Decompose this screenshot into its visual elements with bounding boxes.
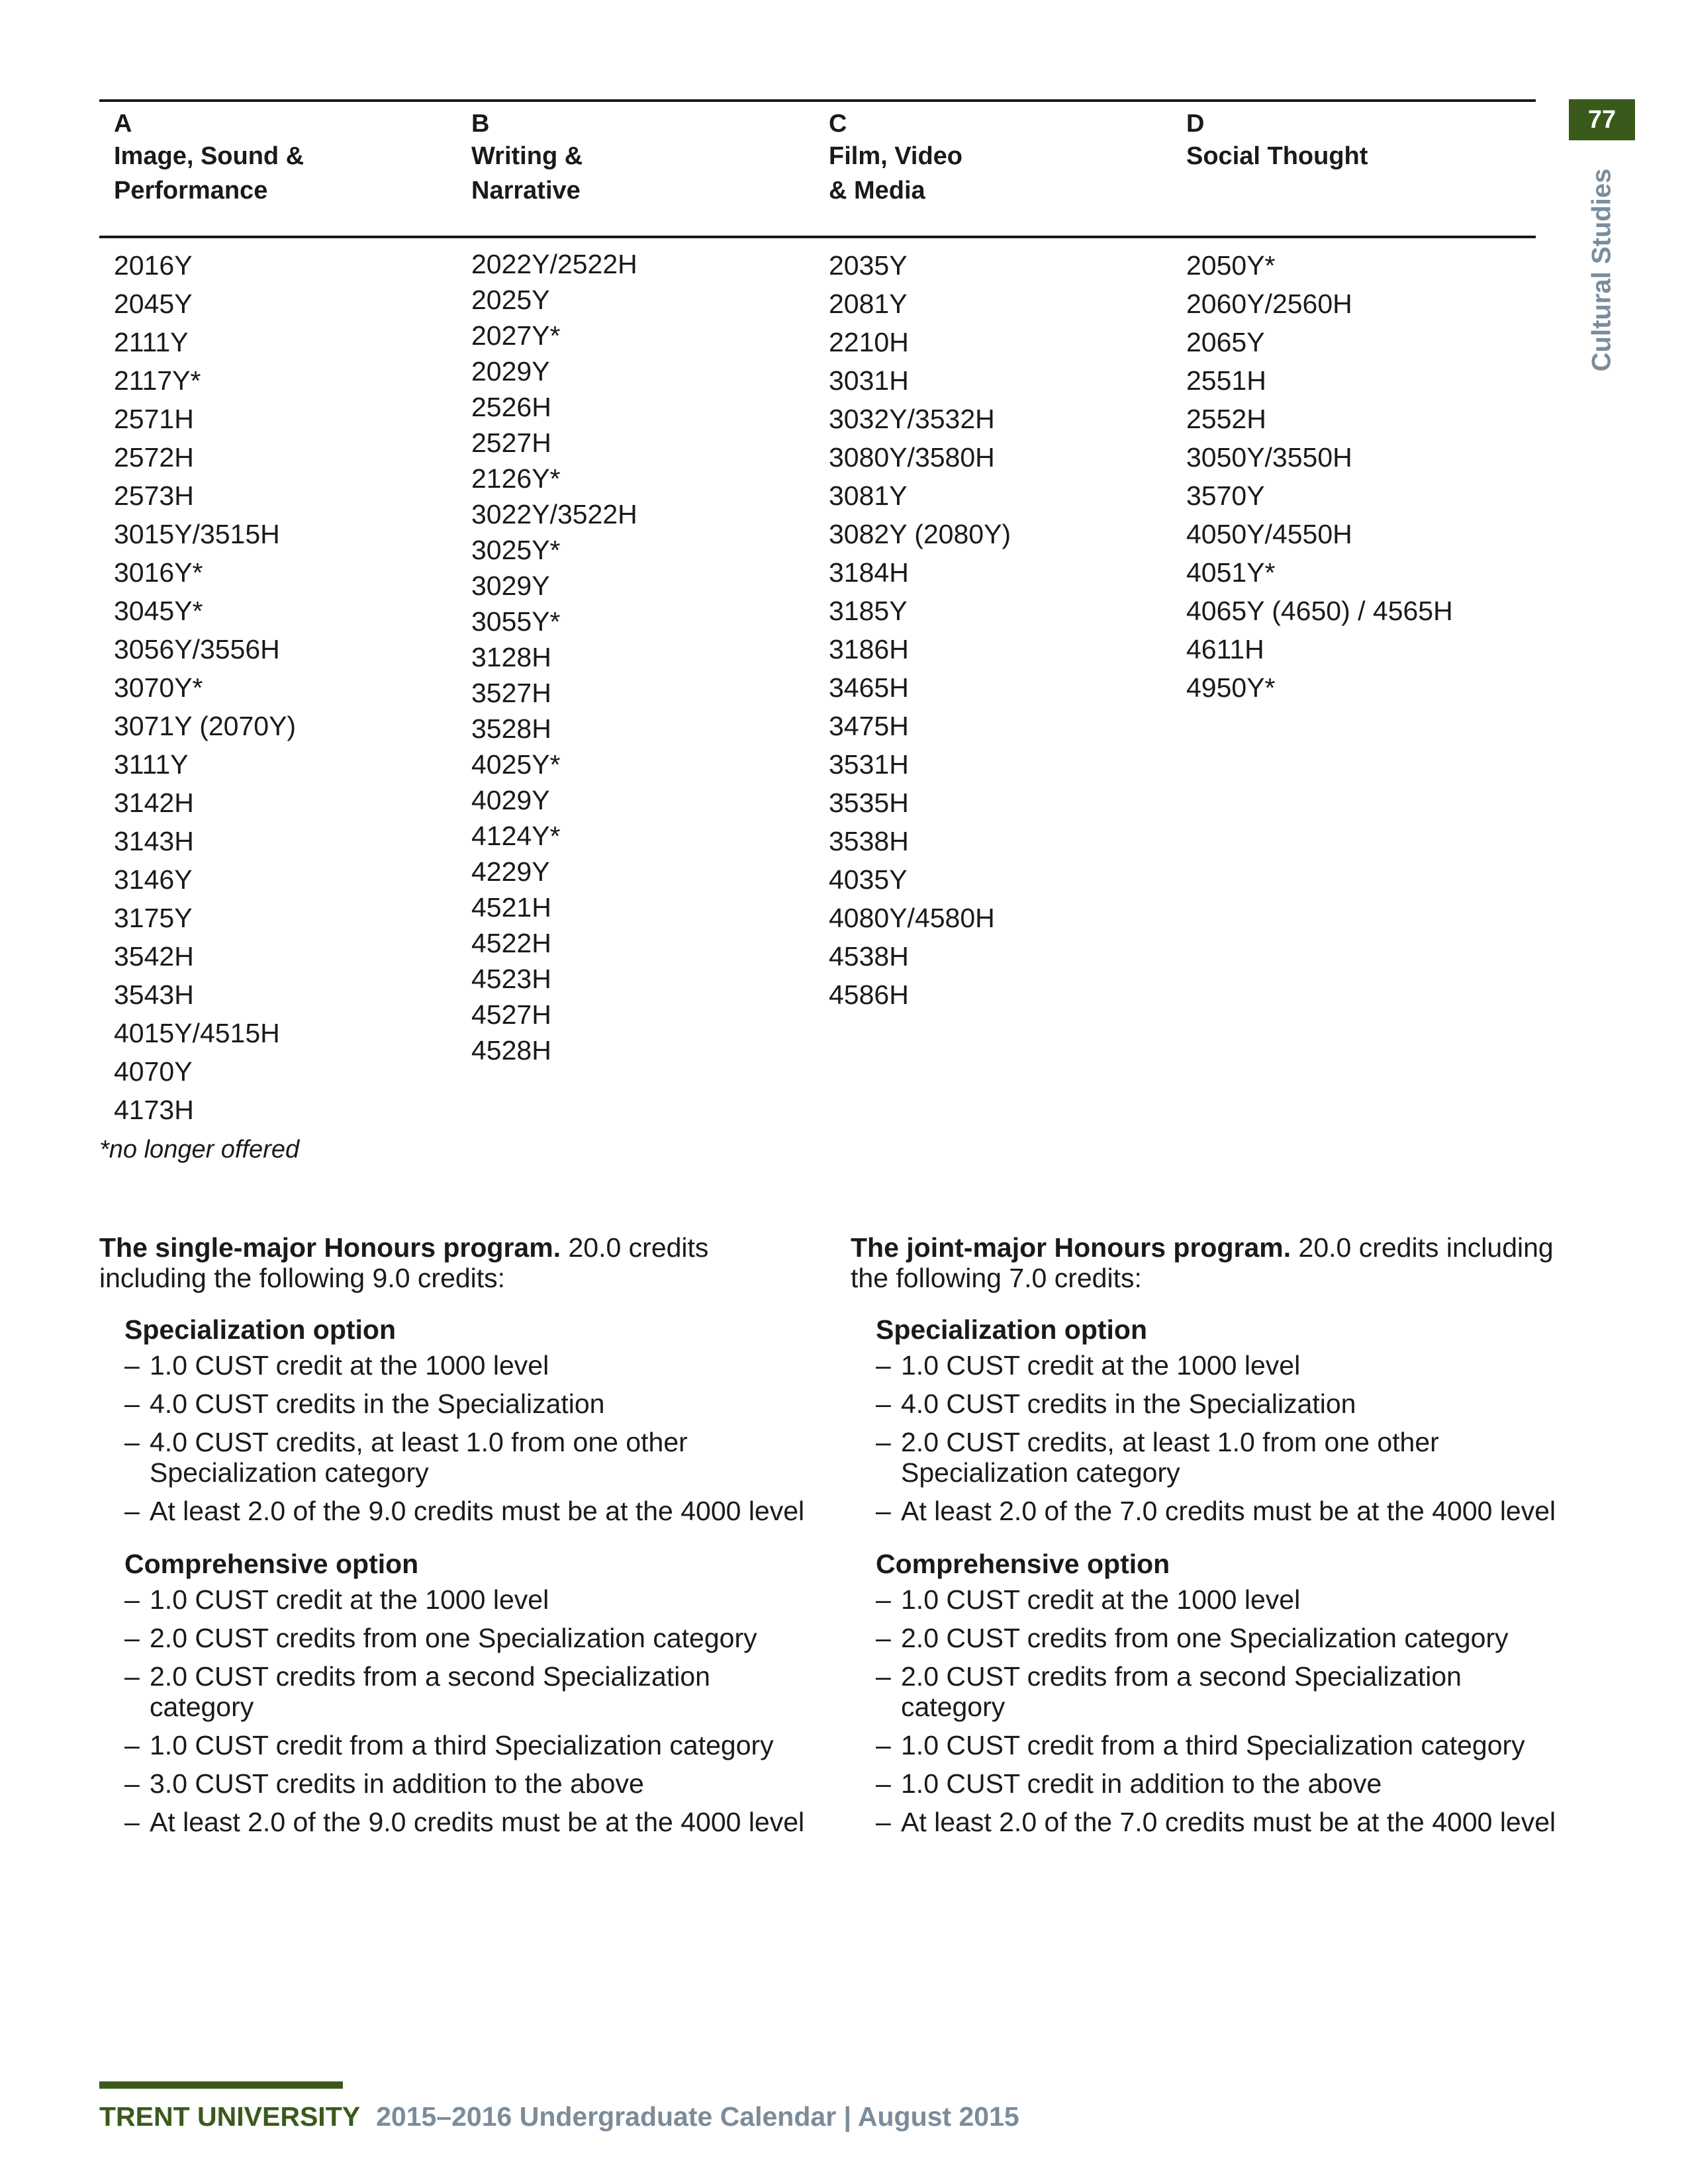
course-list xyxy=(471,246,637,1068)
requirement-text: 4.0 CUST credits in the Specialization xyxy=(901,1388,1356,1419)
course-code: 3082Y (2080Y) xyxy=(829,519,1011,549)
joint-major-program xyxy=(851,1232,1566,1845)
option-title: Specialization option xyxy=(124,1314,397,1345)
dash-bullet: – xyxy=(876,1388,891,1419)
option-title: Specialization option xyxy=(876,1314,1148,1345)
requirement-item xyxy=(124,1768,814,1799)
course-code: 4029Y xyxy=(471,785,550,815)
course-code: 3175Y xyxy=(114,903,193,933)
course-code: 2527H xyxy=(471,428,551,458)
requirement-text: 2.0 CUST credits from a second Specialization category xyxy=(901,1661,1462,1722)
course-code: 3528H xyxy=(471,713,551,744)
course-code: 3146Y xyxy=(114,864,193,895)
footer-university: TRENT UNIVERSITY xyxy=(99,2101,361,2132)
column-heading-line: Performance xyxy=(114,177,268,205)
requirement-item xyxy=(876,1807,1566,1837)
table-header-rule xyxy=(99,236,1536,238)
column-letter: C xyxy=(829,110,847,138)
requirement-text: At least 2.0 of the 7.0 credits must be at the 4000 level xyxy=(901,1807,1556,1837)
requirement-item xyxy=(124,1350,814,1381)
dash-bullet: – xyxy=(876,1350,891,1381)
column-heading xyxy=(1186,139,1504,173)
course-code: 2065Y xyxy=(1186,327,1265,357)
course-code: 4229Y xyxy=(471,856,550,887)
requirement-item xyxy=(124,1496,814,1526)
dash-bullet: – xyxy=(124,1350,140,1381)
requirement-item xyxy=(876,1427,1566,1488)
dash-bullet: – xyxy=(124,1730,140,1760)
course-code: 3542H xyxy=(114,941,194,972)
course-code: 3143H xyxy=(114,826,194,856)
program-title: The single-major Honours program. xyxy=(99,1232,561,1263)
option-title: Comprehensive option xyxy=(876,1549,1170,1579)
course-code: 4070Y xyxy=(114,1056,193,1087)
course-code: 2571H xyxy=(114,404,194,434)
requirement-text: 1.0 CUST credit at the 1000 level xyxy=(901,1350,1301,1381)
requirement-text: 3.0 CUST credits in addition to the above xyxy=(150,1768,644,1799)
column-heading xyxy=(114,139,432,208)
dash-bullet: – xyxy=(876,1584,891,1615)
course-code: 3029Y xyxy=(471,570,550,601)
course-list xyxy=(829,246,1011,1014)
dash-bullet: – xyxy=(124,1768,140,1799)
course-code: 4015Y/4515H xyxy=(114,1018,280,1048)
dash-bullet: – xyxy=(876,1496,891,1526)
course-code: 4522H xyxy=(471,928,551,958)
requirement-text: At least 2.0 of the 7.0 credits must be at the 4000 level xyxy=(901,1496,1556,1526)
column-heading-line: Image, Sound & xyxy=(114,142,305,170)
course-code: 4051Y* xyxy=(1186,557,1276,588)
requirement-item xyxy=(876,1388,1566,1419)
requirement-item xyxy=(876,1350,1566,1381)
course-code: 4035Y xyxy=(829,864,908,895)
course-code: 3111Y xyxy=(114,749,189,780)
requirement-text: 1.0 CUST credit at the 1000 level xyxy=(150,1584,549,1615)
course-code: 4124Y* xyxy=(471,821,561,851)
course-code: 4950Y* xyxy=(1186,672,1276,703)
course-code: 4523H xyxy=(471,964,551,994)
course-code: 2117Y* xyxy=(114,365,201,396)
requirement-text: 2.0 CUST credits from one Specialization category xyxy=(150,1623,757,1653)
requirement-text: 1.0 CUST credit from a third Specialization category xyxy=(901,1730,1525,1760)
course-code: 3184H xyxy=(829,557,909,588)
course-code: 3070Y* xyxy=(114,672,203,703)
table-footnote: *no longer offered xyxy=(99,1136,300,1163)
page-number: 77 xyxy=(1569,99,1635,140)
option-title: Comprehensive option xyxy=(124,1549,419,1579)
comprehensive-option xyxy=(124,1547,814,1837)
course-code: 3015Y/3515H xyxy=(114,519,280,549)
dash-bullet: – xyxy=(124,1584,140,1615)
course-code: 3022Y/3522H xyxy=(471,499,637,529)
requirement-item xyxy=(124,1661,814,1722)
course-code: 2111Y xyxy=(114,327,189,357)
footer-calendar: 2015–2016 Undergraduate Calendar | August 2015 xyxy=(376,2101,1019,2132)
column-letter: D xyxy=(1186,110,1205,138)
course-code: 3543H xyxy=(114,979,194,1010)
column-heading-line: Social Thought xyxy=(1186,142,1368,170)
course-code: 3535H xyxy=(829,788,909,818)
course-code: 3475H xyxy=(829,711,909,741)
program-intro xyxy=(99,1232,814,1293)
requirement-item xyxy=(876,1730,1566,1760)
requirement-item xyxy=(876,1584,1566,1615)
course-code: 3570Y xyxy=(1186,480,1265,511)
course-code: 2027Y* xyxy=(471,320,561,351)
dash-bullet: – xyxy=(876,1661,891,1692)
requirement-text: 1.0 CUST credit at the 1000 level xyxy=(150,1350,549,1381)
column-letter: A xyxy=(114,110,132,138)
program-intro-text: 20.0 credits including the following 9.0 credits: xyxy=(99,1232,709,1293)
course-code: 3045Y* xyxy=(114,596,203,626)
column-letter: B xyxy=(471,110,490,138)
requirement-text: 4.0 CUST credits, at least 1.0 from one other Specialization category xyxy=(150,1427,688,1488)
dash-bullet: – xyxy=(124,1807,140,1837)
course-code: 2029Y xyxy=(471,356,550,387)
course-code: 3025Y* xyxy=(471,535,561,565)
course-code: 4173H xyxy=(114,1095,194,1125)
course-code: 4586H xyxy=(829,979,909,1010)
requirement-text: 2.0 CUST credits, at least 1.0 from one other Specialization category xyxy=(901,1427,1439,1488)
course-code: 2025Y xyxy=(471,285,550,315)
dash-bullet: – xyxy=(876,1768,891,1799)
requirement-text: At least 2.0 of the 9.0 credits must be at the 4000 level xyxy=(150,1807,805,1837)
course-code: 2210H xyxy=(829,327,909,357)
requirement-text: 1.0 CUST credit in addition to the above xyxy=(901,1768,1382,1799)
course-code: 4050Y/4550H xyxy=(1186,519,1352,549)
column-heading-line: & Media xyxy=(829,177,925,205)
dash-bullet: – xyxy=(876,1730,891,1760)
course-code: 2035Y xyxy=(829,250,908,281)
specialization-option xyxy=(876,1313,1566,1526)
requirement-item xyxy=(124,1427,814,1488)
dash-bullet: – xyxy=(876,1623,891,1653)
course-code: 4538H xyxy=(829,941,909,972)
requirement-item xyxy=(124,1584,814,1615)
table-top-rule xyxy=(99,99,1536,102)
course-code: 3186H xyxy=(829,634,909,664)
column-heading-line: Film, Video xyxy=(829,142,963,170)
requirement-item xyxy=(124,1388,814,1419)
section-side-label: Cultural Studies xyxy=(1587,168,1617,372)
course-code: 3128H xyxy=(471,642,551,672)
course-code: 4025Y* xyxy=(471,749,561,780)
requirement-text: 2.0 CUST credits from a second Specialization category xyxy=(150,1661,710,1722)
course-code: 2016Y xyxy=(114,250,193,281)
requirement-item xyxy=(124,1807,814,1837)
course-code: 3531H xyxy=(829,749,909,780)
requirement-item xyxy=(876,1623,1566,1653)
course-code: 2552H xyxy=(1186,404,1266,434)
dash-bullet: – xyxy=(124,1388,140,1419)
column-heading-line: Writing & xyxy=(471,142,583,170)
dash-bullet: – xyxy=(124,1623,140,1653)
footer-rule xyxy=(99,2081,343,2089)
requirement-item xyxy=(876,1496,1566,1526)
course-code: 3538H xyxy=(829,826,909,856)
course-code: 4080Y/4580H xyxy=(829,903,995,933)
course-code: 3055Y* xyxy=(471,606,561,637)
program-title: The joint-major Honours program. xyxy=(851,1232,1291,1263)
column-heading-line: Narrative xyxy=(471,177,581,205)
requirement-text: At least 2.0 of the 9.0 credits must be at the 4000 level xyxy=(150,1496,805,1526)
course-code: 2045Y xyxy=(114,289,193,319)
course-code: 4611H xyxy=(1186,634,1264,664)
page-footer xyxy=(99,2101,1019,2132)
course-code: 2022Y/2522H xyxy=(471,249,637,279)
specialization-option xyxy=(124,1313,814,1526)
dash-bullet: – xyxy=(124,1427,140,1457)
course-code: 3032Y/3532H xyxy=(829,404,995,434)
requirement-text: 4.0 CUST credits in the Specialization xyxy=(150,1388,605,1419)
course-code: 4528H xyxy=(471,1035,551,1066)
dash-bullet: – xyxy=(876,1807,891,1837)
program-intro-text: 20.0 credits including the following 7.0 credits: xyxy=(851,1232,1554,1293)
course-code: 2526H xyxy=(471,392,551,422)
dash-bullet: – xyxy=(876,1427,891,1457)
course-code: 4527H xyxy=(471,999,551,1030)
course-code: 2050Y* xyxy=(1186,250,1276,281)
course-code: 2572H xyxy=(114,442,194,473)
dash-bullet: – xyxy=(124,1496,140,1526)
course-code: 2573H xyxy=(114,480,194,511)
course-list xyxy=(1186,246,1453,707)
course-code: 2126Y* xyxy=(471,463,561,494)
requirement-text: 2.0 CUST credits from one Specialization category xyxy=(901,1623,1509,1653)
course-list xyxy=(114,246,296,1129)
course-code: 2060Y/2560H xyxy=(1186,289,1352,319)
requirement-text: 1.0 CUST credit at the 1000 level xyxy=(901,1584,1301,1615)
course-code: 3080Y/3580H xyxy=(829,442,995,473)
course-code: 3016Y* xyxy=(114,557,203,588)
single-major-program xyxy=(99,1232,814,1845)
requirement-list xyxy=(876,1584,1566,1837)
course-code: 2551H xyxy=(1186,365,1266,396)
program-intro xyxy=(851,1232,1566,1293)
requirement-list xyxy=(124,1584,814,1837)
course-code: 3050Y/3550H xyxy=(1186,442,1352,473)
course-code: 2081Y xyxy=(829,289,908,319)
dash-bullet: – xyxy=(124,1661,140,1692)
course-code: 4521H xyxy=(471,892,551,923)
column-heading xyxy=(829,139,1147,208)
course-code: 3081Y xyxy=(829,480,908,511)
comprehensive-option xyxy=(876,1547,1566,1837)
course-code: 3142H xyxy=(114,788,194,818)
requirement-item xyxy=(876,1768,1566,1799)
column-heading xyxy=(471,139,789,208)
course-code: 3056Y/3556H xyxy=(114,634,280,664)
requirement-item xyxy=(124,1730,814,1760)
course-code: 3527H xyxy=(471,678,551,708)
requirement-list xyxy=(876,1350,1566,1526)
requirement-item xyxy=(876,1661,1566,1722)
course-code: 3185Y xyxy=(829,596,908,626)
course-code: 3031H xyxy=(829,365,909,396)
course-code: 4065Y (4650) / 4565H xyxy=(1186,596,1453,626)
requirement-list xyxy=(124,1350,814,1526)
requirement-item xyxy=(124,1623,814,1653)
course-code: 3071Y (2070Y) xyxy=(114,711,297,741)
course-code: 3465H xyxy=(829,672,909,703)
requirement-text: 1.0 CUST credit from a third Specialization category xyxy=(150,1730,774,1760)
